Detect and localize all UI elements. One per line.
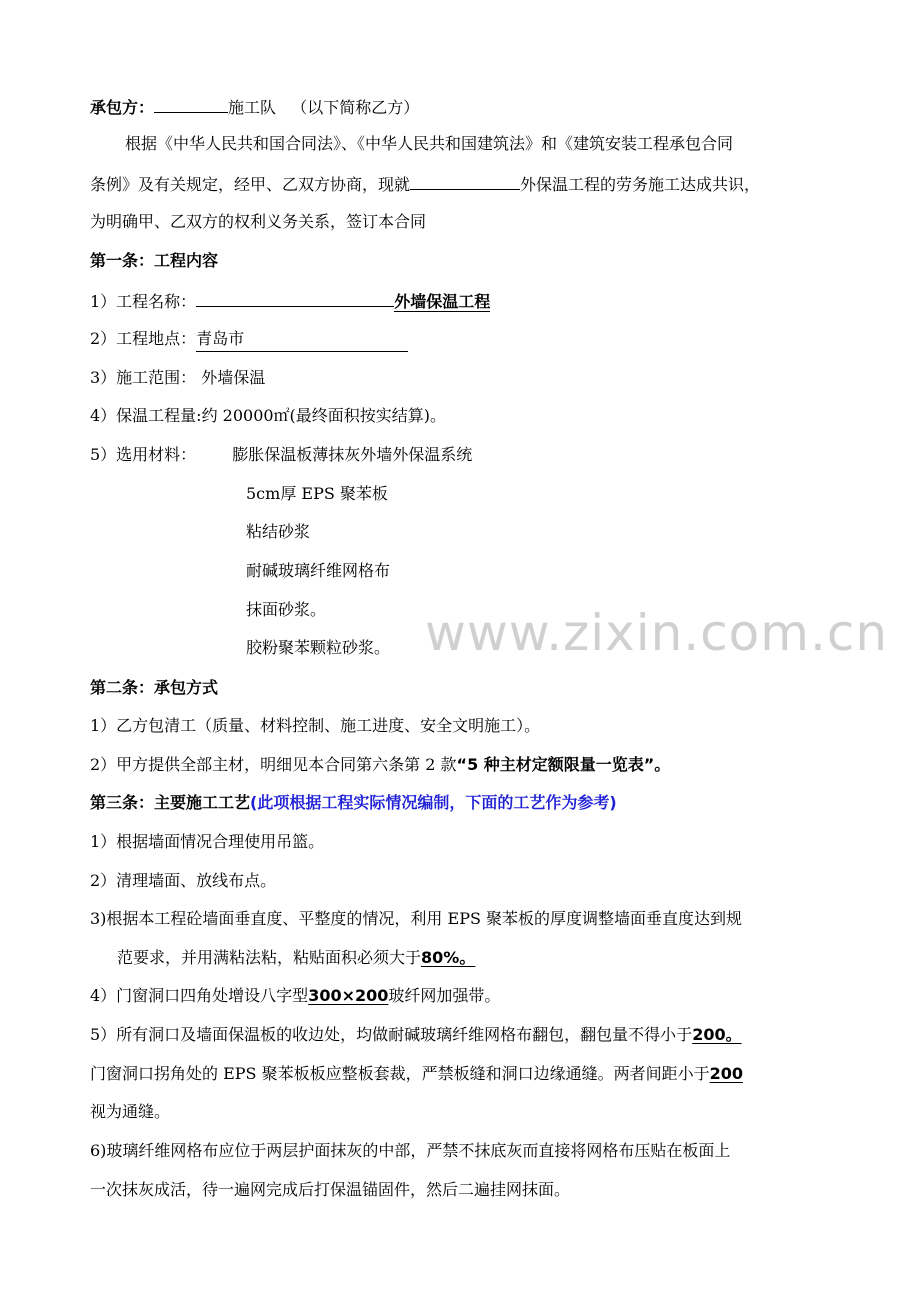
art3-item-5a-line	[90, 1023, 742, 1047]
art3-item-3a: 3)根据本工程砼墙面垂直度、平整度的情况，利用 EPS 聚苯板的厚度调整墙面垂直度达到规	[90, 909, 743, 928]
art3-item-4a: 4）门窗洞口四角处增设八字型	[90, 986, 309, 1005]
art3-item-1: 1）根据墙面情况合理使用吊篮。	[90, 832, 325, 851]
art3-item-3b-line	[117, 946, 475, 970]
art1-site	[90, 327, 408, 352]
art3-item-4	[90, 984, 500, 1008]
art3-item-4c: 玻纤网加强带。	[388, 986, 501, 1005]
art1-site-value: 青岛市	[196, 327, 408, 352]
art2-item-1: 1）乙方包清工（质量、材料控制、施工进度、安全文明施工）。	[90, 716, 541, 735]
art1-name-blank	[196, 288, 394, 307]
art3-item-5b: 200。	[692, 1025, 742, 1044]
party-b-label: 承包方：	[90, 98, 155, 117]
party-b-line	[90, 94, 419, 120]
intro-line-3: 为明确甲、乙双方的权利义务关系，签订本合同	[90, 212, 427, 231]
art2-item-2	[90, 753, 670, 777]
art2-heading: 第二条：承包方式	[90, 678, 219, 697]
art3-item-5c-line	[90, 1062, 743, 1086]
material-item: 胶粉聚苯颗粒砂浆。	[246, 638, 391, 657]
art3-item-3c: 80%。	[421, 948, 476, 967]
art3-item-5c: 门窗洞口拐角处的 EPS 聚苯板板应整板套裁，严禁板缝和洞口边缘通缝。两者间距小于	[90, 1064, 710, 1083]
art1-material-system: 膨胀保温板薄抹灰外墙外保温系统	[232, 445, 473, 464]
intro-line-2a: 条例》及有关规定，经甲、乙双方协商，现就	[90, 175, 411, 194]
art3-item-4b: 300×200	[308, 986, 389, 1005]
art2-item-2b: “5 种主材定额限量一览表”。	[456, 755, 671, 774]
art3-heading-line	[90, 791, 617, 815]
art1-name-value: 外墙保温工程	[394, 292, 491, 311]
party-b-blank	[154, 94, 228, 113]
intro-line-1: 根据《中华人民共和国合同法》、《中华人民共和国建筑法》和《建筑安装工程承包合同	[125, 134, 734, 153]
art1-quantity: 4）保温工程量:约 20000㎡(最终面积按实结算)。	[90, 406, 447, 425]
art3-note: (此项根据工程实际情况编制，下面的工艺作为参考)	[250, 793, 617, 812]
intro-line-2b: 外保温工程的劳务施工达成共识，	[520, 175, 761, 194]
material-item: 耐碱玻璃纤维网格布	[246, 561, 391, 580]
art3-item-6a: 6)玻璃纤维网格布应位于两层护面抹灰的中部，严禁不抹底灰而直接将网格布压贴在板面上	[90, 1141, 731, 1160]
watermark: www.zixin.com.cn	[425, 604, 889, 662]
art1-name-label: 1）工程名称：	[90, 292, 197, 311]
art1-heading: 第一条：工程内容	[90, 251, 219, 270]
art1-material-label: 5）选用材料：	[90, 445, 197, 464]
party-b-abbr: （以下简称乙方）	[291, 98, 420, 117]
art2-item-2a: 2）甲方提供全部主材，明细见本合同第六条第 2 款	[90, 755, 457, 774]
material-item: 抹面砂浆。	[246, 600, 327, 619]
art3-item-3b: 范要求，并用满粘法粘，粘贴面积必须大于	[117, 948, 422, 967]
project-blank	[410, 171, 520, 190]
art3-item-6b: 一次抹灰成活，待一遍网完成后打保温锚固件，然后二遍挂网抹面。	[90, 1180, 571, 1199]
art3-item-5e: 视为通缝。	[90, 1102, 171, 1121]
art3-item-2: 2）清理墙面、放线布点。	[90, 871, 277, 890]
art1-name	[90, 288, 490, 314]
intro-line-2	[90, 171, 760, 197]
art3-item-5d: 200	[709, 1064, 743, 1083]
material-item: 5cm厚 EPS 聚苯板	[246, 484, 388, 503]
party-b-team: 施工队	[228, 98, 277, 117]
art1-scope: 3）施工范围： 外墙保温	[90, 368, 266, 387]
material-item: 粘结砂浆	[246, 522, 311, 541]
art1-site-label: 2）工程地点：	[90, 329, 197, 348]
art1-materials	[90, 443, 472, 467]
art3-item-5a: 5）所有洞口及墙面保温板的收边处，均做耐碱玻璃纤维网格布翻包，翻包量不得小于	[90, 1025, 693, 1044]
art3-heading: 第三条：主要施工工艺	[90, 793, 251, 812]
